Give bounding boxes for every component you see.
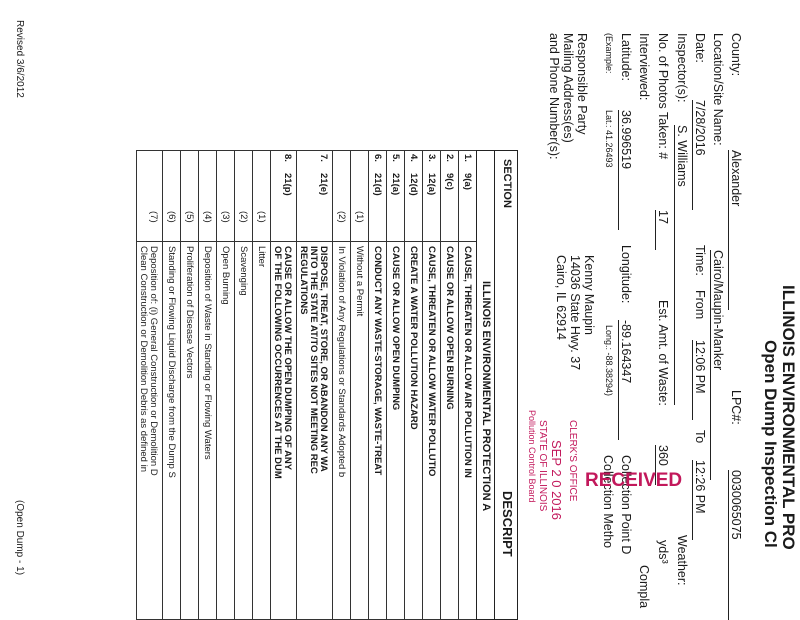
row-section: 21(d) (372, 173, 383, 196)
collection-point-label: Collection Point D (619, 455, 633, 555)
row-number: 2. (444, 154, 455, 162)
table-row (386, 150, 404, 620)
row-description: CAUSE OR ALLOW THE OPEN DUMPING OF ANY (282, 246, 293, 471)
waste-label: Est. Amt. of Waste: (656, 300, 670, 406)
table-row (422, 150, 440, 620)
column-divider (386, 241, 404, 242)
stamp-received: RECEIVED (585, 470, 683, 491)
table-group-header (476, 150, 494, 620)
example-label: (Example: (604, 33, 614, 74)
table-row (198, 150, 216, 620)
time-from-value: 12:06 PM (692, 340, 707, 420)
column-divider (404, 241, 422, 242)
row-section: (5) (184, 211, 195, 223)
column-divider (198, 241, 216, 242)
collection-method-label: Collection Metho (601, 455, 615, 549)
time-to-value: 12:26 PM (692, 460, 707, 540)
row-section: 9(c) (444, 173, 455, 190)
row-section: 21(p) (282, 173, 293, 196)
waste-value: 360 (655, 445, 670, 485)
stamp-date: SEP 2 0 2016 (549, 440, 564, 520)
row-description-line2: Clean Construction or Demolition Debris as defined in (138, 246, 149, 473)
photos-label: No. of Photos Taken: # (656, 33, 670, 160)
revised-date: Revised 3/6/2012 (14, 20, 25, 98)
iepa-group-label: ILLINOIS ENVIRONMENTAL PROTECTION A (480, 281, 492, 512)
table-row (368, 150, 386, 620)
row-number: 7. (318, 154, 329, 162)
form-title-line1: ILLINOIS ENVIRONMENTAL PRO (779, 285, 798, 550)
row-description: CONDUCT ANY WASTE-STORAGE, WASTE-TREAT (372, 246, 383, 476)
column-divider (180, 241, 198, 242)
stamp-board: Pollution Control Board (527, 410, 537, 503)
responsible-party-street: 14036 State Hwy. 37 (568, 255, 582, 371)
table-row (136, 150, 162, 620)
column-divider (270, 241, 296, 242)
column-divider (368, 241, 386, 242)
description-column-header: DESCRIPT (500, 491, 515, 557)
row-description: DISPOSE, TREAT, STORE, OR ABANDON ANY WA (318, 246, 329, 472)
table-row (350, 150, 368, 620)
row-description: Open Burning (220, 246, 231, 305)
table-row (162, 150, 180, 620)
row-section: (2) (238, 211, 249, 223)
row-description: CAUSE, THREATEN OR ALLOW WATER POLLUTIO (426, 246, 437, 477)
stamp-state: STATE OF ILLINOIS (537, 420, 548, 512)
row-section: 21(e) (318, 173, 329, 196)
time-label: Time: (693, 245, 707, 276)
row-section: 12(d) (408, 173, 419, 196)
row-description: Deposition of Waste in Standing or Flowing Waters (202, 246, 213, 460)
example-longitude: Long.: -88.38294) (604, 325, 614, 397)
longitude-label: Longitude: (619, 245, 633, 304)
weather-label: Weather: (675, 535, 689, 586)
row-section: (4) (202, 211, 213, 223)
column-divider (422, 241, 440, 242)
phone-number-label: and Phone Number(s): (547, 33, 561, 160)
waste-unit: yds³ (656, 540, 670, 564)
row-number: 3. (426, 154, 437, 162)
section-column-header: SECTION (501, 159, 513, 208)
county-label: County: (729, 33, 743, 77)
row-number: 5. (390, 154, 401, 162)
row-description: CAUSE OR ALLOW OPEN DUMPING (390, 246, 401, 411)
row-description: Scavenging (238, 246, 249, 296)
latitude-label: Latitude: (619, 33, 633, 81)
column-divider (296, 241, 332, 242)
row-number: 6. (372, 154, 383, 162)
row-description: CREATE A WATER POLLUTION HAZARD (408, 246, 419, 430)
row-number: 1. (462, 154, 473, 162)
row-description: CAUSE, THREATEN OR ALLOW AIR POLLUTION IN (462, 246, 473, 478)
row-description: Proliferation of Disease Vectors (184, 246, 195, 379)
table-row (458, 150, 476, 620)
row-section: (6) (166, 211, 177, 223)
row-description: Without a Permit (354, 246, 365, 317)
row-section: (7) (148, 211, 159, 223)
violations-table (138, 150, 476, 620)
date-value: 7/28/2016 (692, 100, 707, 210)
time-from-label: From (693, 290, 707, 320)
row-description: CAUSE OR ALLOW OPEN BURNING (444, 246, 455, 410)
column-divider (350, 241, 368, 242)
row-section: 21(a) (390, 173, 401, 196)
column-divider (440, 241, 458, 242)
location-value: Cairo/Maupin-Manker (710, 250, 725, 480)
row-section: (1) (354, 211, 365, 223)
table-header-bar (494, 150, 518, 620)
column-divider (234, 241, 252, 242)
table-row (180, 150, 198, 620)
table-row (270, 150, 296, 620)
latitude-value: 36.996519 (618, 110, 633, 230)
row-description-line2: INTO THE STATE AT/TO SITES NOT MEETING REC (308, 246, 319, 474)
row-section: (3) (220, 211, 231, 223)
stamp-clerks-office: CLERK'S OFFICE (567, 420, 578, 502)
interviewed-label: Interviewed: (637, 33, 651, 101)
table-row (440, 150, 458, 620)
row-description: Litter (256, 246, 267, 268)
table-row (296, 150, 332, 620)
table-row (216, 150, 234, 620)
table-row (234, 150, 252, 620)
column-divider (332, 241, 350, 242)
responsible-party-city: Cairo, IL 62914 (554, 255, 568, 341)
column-divider (458, 241, 476, 242)
location-label: Location/Site Name: (711, 33, 725, 146)
county-value: Alexander (728, 150, 743, 310)
row-description-line2: OF THE FOLLOWING OCCURRENCES AT THE DUM (272, 246, 283, 479)
row-section: 12(a) (426, 173, 437, 196)
photos-value: 17 (655, 210, 670, 250)
lpc-value: 0030065075 (728, 470, 743, 620)
row-number: 8. (282, 154, 293, 162)
time-to-label: To (693, 430, 707, 444)
lpc-label: LPC#: (729, 390, 743, 425)
row-description-line3: REGULATIONS (298, 246, 309, 315)
example-latitude: Lat.: 41.26493 (604, 110, 614, 168)
longitude-value: -89.164347 (618, 320, 633, 440)
inspectors-label: Inspector(s): (675, 33, 689, 103)
row-description: Deposition of: (i) General Construction or Demolition D (148, 246, 159, 476)
row-section: (1) (256, 211, 267, 223)
row-number: 4. (408, 154, 419, 162)
row-description: In Violation of Any Regulations or Standards Adopted b (336, 246, 347, 478)
form-title-line2: Open Dump Inspection Cl (761, 340, 780, 548)
table-row (404, 150, 422, 620)
column-divider (162, 241, 180, 242)
row-section: 9(a) (462, 173, 473, 190)
column-divider (216, 241, 234, 242)
table-row (332, 150, 350, 620)
column-divider (252, 241, 270, 242)
page-number: (Open Dump - 1) (14, 500, 25, 576)
date-label: Date: (693, 33, 707, 63)
complaint-label: Compla (637, 565, 651, 609)
row-description: Standing or Flowing Liquid Discharge from the Dump S (166, 246, 177, 478)
mailing-address-label: Mailing Address(es) (561, 33, 575, 143)
inspectors-value: S. Williams (674, 125, 689, 405)
table-row (252, 150, 270, 620)
responsible-party-name: Kenny Maupin (582, 255, 596, 335)
row-section: (2) (336, 211, 347, 223)
responsible-party-label: Responsible Party (575, 33, 589, 135)
column-divider (136, 241, 162, 242)
